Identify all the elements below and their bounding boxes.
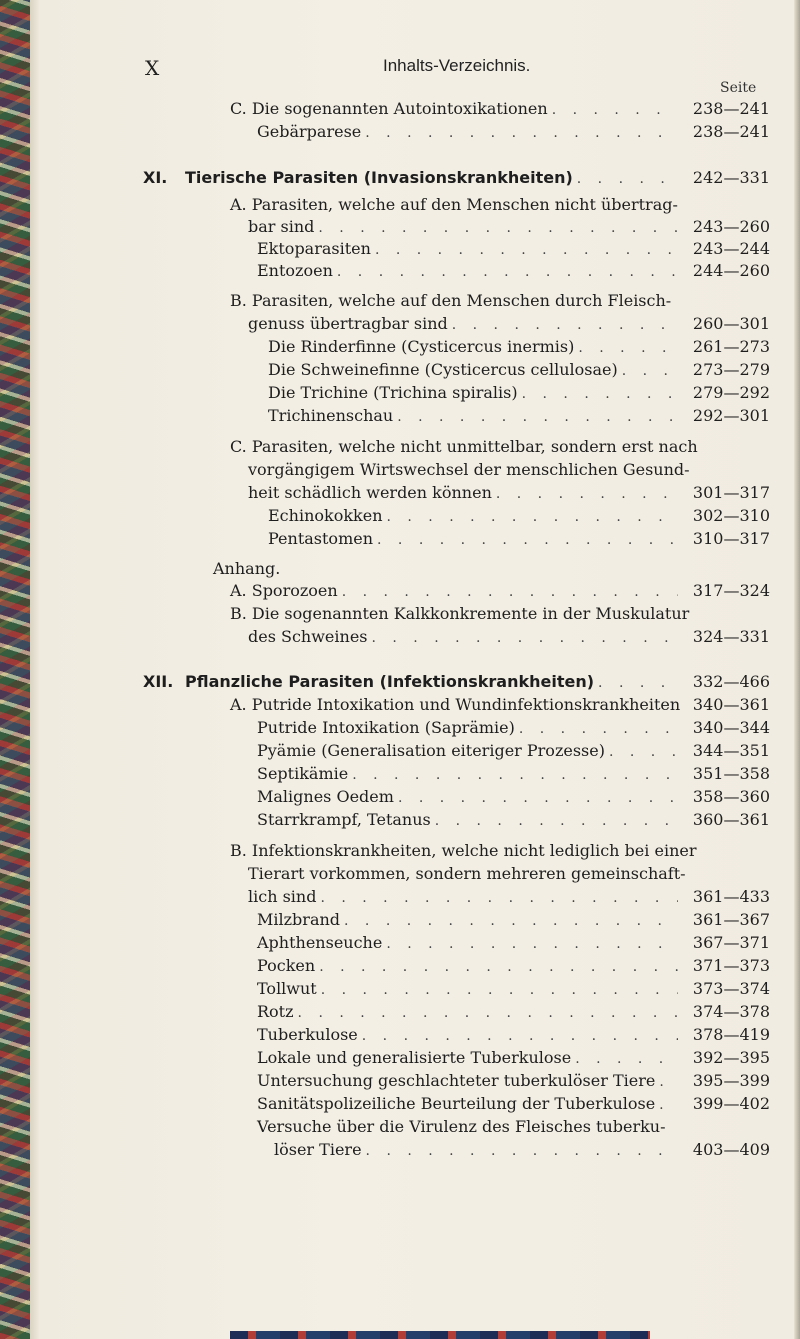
toc-entry: Malignes Oedem . . . 358—360 <box>257 786 770 808</box>
toc-entry: bar sind . . . 243—260 <box>248 216 770 238</box>
marbled-endpaper <box>0 0 30 1339</box>
toc-entry: Rotz . . . 374—378 <box>257 1001 770 1023</box>
toc-entry: Entozoen . . . 244—260 <box>257 260 770 282</box>
toc-entry: Die Trichine (Trichina spiralis) . . . 279—292 <box>268 382 770 404</box>
toc-entry: genuss übertragbar sind . . . 260—301 <box>248 313 770 335</box>
page-title: Inhalts-Verzeichnis. <box>383 56 531 75</box>
page-number-roman: X <box>145 56 160 80</box>
toc-entry: Trichinenschau . . . 292—301 <box>268 405 770 427</box>
toc-entry: Pocken . . . 371—373 <box>257 955 770 977</box>
toc-entry: Untersuchung geschlachteter tuberkulöser Tiere . . . 395—399 <box>257 1070 770 1092</box>
toc-entry: lich sind . . . 361—433 <box>248 886 770 908</box>
toc-text-line: Tierart vorkommen, sondern mehreren gemeinschaft- <box>248 864 686 883</box>
toc-entry: Sanitätspolizeiliche Beurteilung der Tuberkulose . . . 399—402 <box>257 1093 770 1115</box>
toc-appendix-heading: Anhang. <box>213 559 281 578</box>
toc-entry: Starrkrampf, Tetanus . . . 360—361 <box>257 809 770 831</box>
toc-entry: Aphthenseuche . . . 367—371 <box>257 932 770 954</box>
toc-text-line: Versuche über die Virulenz des Fleisches tuberku- <box>257 1117 666 1136</box>
toc-entry: Putride Intoxikation (Saprämie) . . . 340—344 <box>257 717 770 739</box>
toc-entry: Pyämie (Generalisation eiteriger Prozesse) . . . 344—351 <box>257 740 770 762</box>
toc-entry: des Schweines . . . 324—331 <box>248 626 770 648</box>
toc-entry: Die Schweinefinne (Cysticercus cellulosae) . . . 273—279 <box>268 359 770 381</box>
seite-column-label: Seite <box>720 80 757 96</box>
toc-text-line: C. Parasiten, welche nicht unmittelbar, sondern erst nach <box>230 437 698 456</box>
toc-entry: Pentastomen . . . 310—317 <box>268 528 770 550</box>
toc-entry: Tollwut . . . 373—374 <box>257 978 770 1000</box>
toc-entry: Ektoparasiten . . . 243—244 <box>257 238 770 260</box>
toc-entry: löser Tiere . . . 403—409 <box>274 1139 770 1161</box>
toc-entry: Milzbrand . . . 361—367 <box>257 909 770 931</box>
cover-edge-strip <box>230 1331 650 1339</box>
toc-entry: Septikämie . . . 351—358 <box>257 763 770 785</box>
toc-section-xii: XII. Pflanzliche Parasiten (Infektionskrankheiten) . . . 332—466 <box>143 671 770 693</box>
page-header <box>145 56 615 82</box>
toc-entry: C. Die sogenannten Autointoxikationen . . . 238—241 <box>230 98 770 120</box>
toc-text-line: B. Die sogenannten Kalkkonkremente in der Muskulatur <box>230 604 690 623</box>
toc-entry: A. Putride Intoxikation und Wundinfektionskrankheiten 340—361 <box>230 695 770 714</box>
toc-entry: Echinokokken . . . 302—310 <box>268 505 770 527</box>
toc-text-line: A. Parasiten, welche auf den Menschen nicht übertrag- <box>230 195 678 214</box>
toc-text-line: B. Infektionskrankheiten, welche nicht lediglich bei einer <box>230 841 697 860</box>
toc-entry: Tuberkulose . . . 378—419 <box>257 1024 770 1046</box>
toc-entry: Die Rinderfinne (Cysticercus inermis) . . . 261—273 <box>268 336 770 358</box>
toc-entry: Gebärparese . . . 238—241 <box>257 121 770 143</box>
toc-text-line: B. Parasiten, welche auf den Menschen durch Fleisch- <box>230 291 672 310</box>
toc-section-xi: XI. Tierische Parasiten (Invasionskrankheiten) . . . 242—331 <box>143 167 770 189</box>
toc-entry: A. Sporozoen . . . 317—324 <box>230 580 770 602</box>
toc-entry: heit schädlich werden können . . . 301—317 <box>248 482 770 504</box>
toc-entry: Lokale und generalisierte Tuberkulose . . . 392—395 <box>257 1047 770 1069</box>
page-edge <box>794 0 800 1339</box>
toc-text-line: vorgängigem Wirtswechsel der menschlichen Gesund- <box>248 460 690 479</box>
